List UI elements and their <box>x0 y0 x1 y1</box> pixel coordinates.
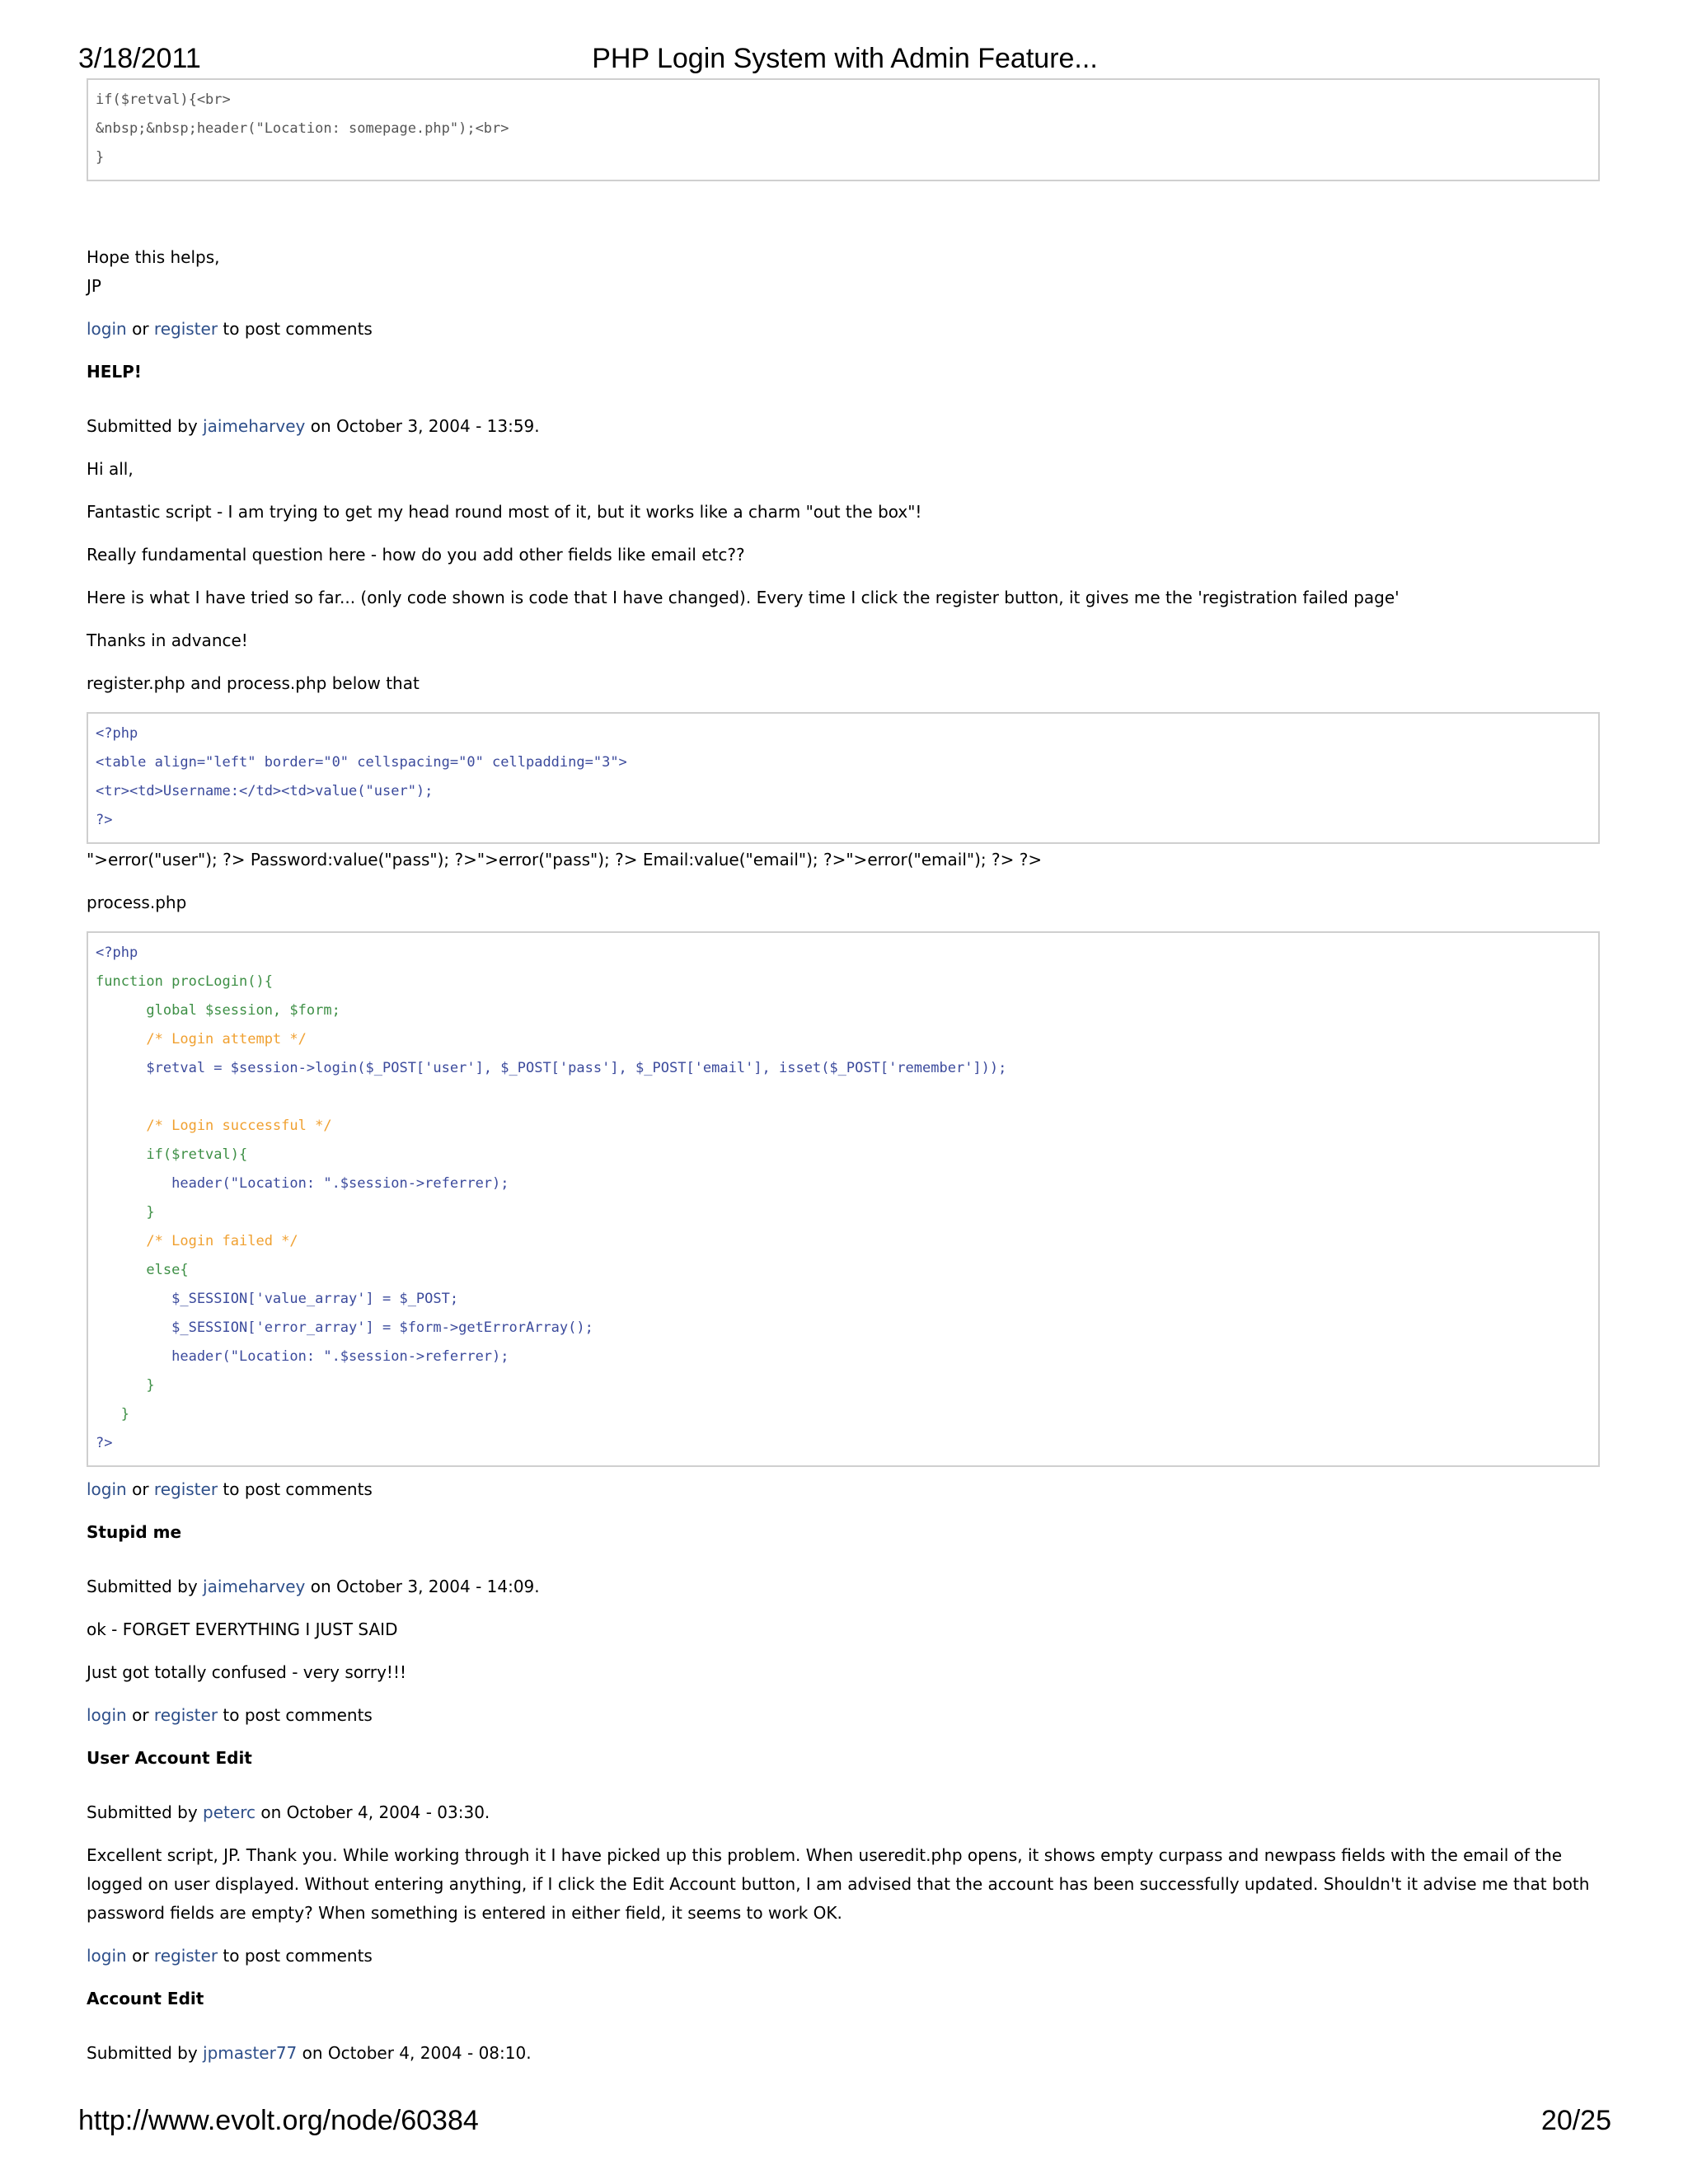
page-content <box>87 78 1600 2082</box>
submitted-prefix: Submitted by <box>87 1577 204 1596</box>
comment-paragraph: Fantastic script - I am trying to get my head round most of it, but it works like a charm "out the box"! <box>87 502 922 522</box>
comment-links <box>87 1942 1600 1971</box>
comment-links <box>87 315 1600 344</box>
code-line: $_SESSION['value_array'] = $_POST; <box>96 1291 459 1307</box>
closing-text <box>87 243 1600 301</box>
comment-paragraph: Excellent script, JP. Thank you. While working through it I have picked up this problem. When useredit.php opens, it shows empty curpass and newpass fields with the email of the logged on user displayed. Without entering anything, if I click the Edit Account button, I am advised that the account has been successfully updated. Shouldn't it advise me that both password fields are empty? When something is entered in either field, it seems to work OK. <box>87 1845 1590 1923</box>
code-line: header("Location: ".$session->referrer); <box>96 1175 509 1192</box>
code-line: /* Login successful */ <box>96 1118 332 1134</box>
submitted-prefix: Submitted by <box>87 2043 204 2063</box>
comment-title: User Account Edit <box>87 1748 252 1768</box>
author-link[interactable]: jaimeharvey <box>203 416 306 436</box>
comment-paragraph: process.php <box>87 893 187 912</box>
post-comments-text: to post comments <box>218 1705 373 1725</box>
comment-links <box>87 1475 1600 1504</box>
submitted-suffix: on October 3, 2004 - 13:59. <box>305 416 540 436</box>
register-link[interactable]: register <box>153 1479 218 1499</box>
submitted-line <box>87 2039 1600 2068</box>
print-header <box>78 40 1611 77</box>
login-link[interactable]: login <box>87 1946 127 1966</box>
author-link[interactable]: peterc <box>203 1802 256 1822</box>
code-line: $_SESSION['error_array'] = $form->getErrorArray(); <box>96 1319 593 1336</box>
print-title: PHP Login System with Admin Feature... <box>592 43 1098 74</box>
code-line: function procLogin(){ <box>96 973 273 990</box>
code-line: <?php <box>96 725 138 742</box>
register-link[interactable]: register <box>153 319 218 339</box>
code-line: <?php <box>96 944 138 961</box>
submitted-line <box>87 1798 1600 1827</box>
code-line: ?> <box>96 1435 113 1451</box>
login-link[interactable]: login <box>87 1479 127 1499</box>
submitted-prefix: Submitted by <box>87 416 204 436</box>
code-line: <table align="left" border="0" cellspacing="0" cellpadding="3"> <box>96 754 627 771</box>
comment-paragraph: Just got totally confused - very sorry!!! <box>87 1662 406 1682</box>
code-line: } <box>96 1406 129 1422</box>
print-date: 3/18/2011 <box>78 43 201 74</box>
author-link[interactable]: jaimeharvey <box>203 1577 306 1596</box>
code-line: if($retval){<br> <box>96 91 231 108</box>
code-line: header("Location: ".$session->referrer); <box>96 1348 509 1365</box>
register-link[interactable]: register <box>153 1705 218 1725</box>
signature: JP <box>87 276 101 296</box>
print-footer <box>78 2102 1611 2139</box>
or-text: or <box>126 1479 154 1499</box>
code-line: else{ <box>96 1262 189 1278</box>
code-line: $retval = $session->login($_POST['user'], $_POST['pass'], $_POST['email'], isset($_POST['remember'])); <box>96 1060 1007 1076</box>
author-link[interactable]: jpmaster77 <box>203 2043 298 2063</box>
post-comments-text: to post comments <box>218 1479 373 1499</box>
code-line: } <box>96 1377 155 1394</box>
comment-paragraph: Thanks in advance! <box>87 630 248 650</box>
print-url: http://www.evolt.org/node/60384 <box>78 2105 479 2136</box>
hope-text: Hope this helps, <box>87 247 220 267</box>
code-block-retval <box>87 78 1600 181</box>
or-text: or <box>126 319 154 339</box>
post-comments-text: to post comments <box>218 1946 373 1966</box>
comment-title: Stupid me <box>87 1522 182 1542</box>
comment-paragraph: Hi all, <box>87 459 134 479</box>
comment-paragraph: Here is what I have tried so far... (only code shown is code that I have changed). Every time I click the register button, it gives me the 'registration failed page' <box>87 588 1400 607</box>
page-number: 20/25 <box>1540 2105 1611 2136</box>
or-text: or <box>126 1946 154 1966</box>
code-line: } <box>96 1204 155 1221</box>
submitted-line <box>87 1572 1600 1601</box>
register-link[interactable]: register <box>153 1946 218 1966</box>
comment-paragraph: ok - FORGET EVERYTHING I JUST SAID <box>87 1619 398 1639</box>
code-line: global $session, $form; <box>96 1002 340 1019</box>
login-link[interactable]: login <box>87 319 127 339</box>
login-link[interactable]: login <box>87 1705 127 1725</box>
code-line: <tr><td>Username:</td><td>value("user"); <box>96 783 434 799</box>
submitted-suffix: on October 4, 2004 - 08:10. <box>297 2043 532 2063</box>
code-line: if($retval){ <box>96 1146 248 1163</box>
comment-links <box>87 1701 1600 1730</box>
submitted-prefix: Submitted by <box>87 1802 204 1822</box>
code-line: ?> <box>96 812 113 828</box>
submitted-suffix: on October 4, 2004 - 03:30. <box>255 1802 490 1822</box>
code-line: /* Login attempt */ <box>96 1031 307 1047</box>
comment-paragraph: Really fundamental question here - how do you add other fields like email etc?? <box>87 545 745 565</box>
code-block-process <box>87 931 1600 1467</box>
post-comments-text: to post comments <box>218 319 373 339</box>
comment-title: HELP! <box>87 362 142 382</box>
comment-title: Account Edit <box>87 1989 204 2008</box>
code-block-register <box>87 712 1600 844</box>
code-line: &nbsp;&nbsp;header("Location: somepage.php");<br> <box>96 120 509 137</box>
code-line: } <box>96 149 105 166</box>
submitted-line <box>87 412 1600 441</box>
comment-paragraph: register.php and process.php below that <box>87 673 420 693</box>
or-text: or <box>126 1705 154 1725</box>
code-line: /* Login failed */ <box>96 1233 298 1249</box>
comment-paragraph: ">error("user"); ?> Password:value("pass"); ?>">error("pass"); ?> Email:value("email"); ?>">error("email"); ?> ?> <box>87 850 1043 869</box>
submitted-suffix: on October 3, 2004 - 14:09. <box>305 1577 540 1596</box>
